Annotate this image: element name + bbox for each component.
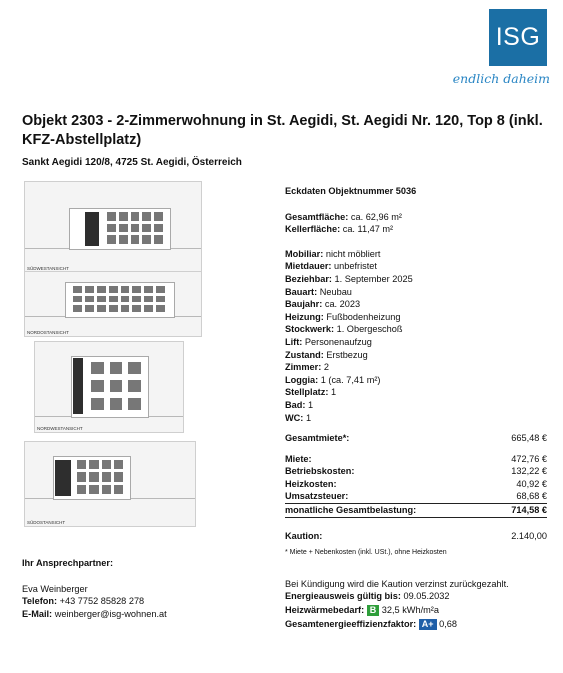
cost-row [285, 453, 547, 466]
deposit-row [285, 530, 547, 543]
address: Sankt Aegidi 120/8, 4725 St. Aegidi, Österreich [22, 157, 242, 168]
energy-certificate-row [285, 590, 547, 603]
email-label: E-Mail: [22, 608, 53, 619]
cost-value: 68,68 € [516, 491, 547, 502]
monthly-total-row [285, 504, 547, 518]
fact-value: 2 [323, 362, 329, 373]
fact-value: 1 [305, 412, 312, 423]
fact-value: unbefristet [334, 261, 377, 272]
fact-label: Mobiliar: [285, 248, 324, 259]
fact-value: ca. 11,47 m² [342, 224, 394, 235]
cost-value: 40,92 € [516, 478, 547, 489]
cost-row [285, 465, 547, 478]
fact-value: 1 (ca. 7,41 m²) [320, 374, 381, 385]
rent-total-label: Gesamtmiete*: [285, 433, 350, 444]
cost-row [285, 490, 547, 504]
fact-label: Lift: [285, 336, 303, 347]
fact-item [285, 286, 547, 299]
fact-label: WC: [285, 412, 304, 423]
isg-logo: ISG [489, 9, 547, 66]
rent-total-value: 665,48 € [511, 433, 547, 444]
fact-label: Kellerfläche: [285, 224, 341, 235]
phone-value[interactable]: +43 7752 85828 278 [59, 596, 145, 607]
fact-value: Erstbezug [326, 349, 368, 360]
contact-heading: Ihr Ansprechpartner: [22, 558, 114, 568]
elevation-caption: SÜDOSTANSICHT [27, 520, 66, 525]
fact-label: Mietdauer: [285, 261, 332, 272]
fact-label: Loggia: [285, 374, 319, 385]
hwb-row [285, 604, 547, 617]
fgee-row [285, 618, 547, 631]
fact-item [285, 361, 547, 374]
fact-item [285, 374, 547, 387]
fact-item [285, 412, 547, 425]
page-title: Objekt 2303 - 2-Zimmerwohnung in St. Aegidi, St. Aegidi Nr. 120, Top 8 (inkl. KFZ-Abstellplatz) [22, 113, 543, 148]
fact-item [285, 311, 547, 324]
elevation-caption: NORDWESTANSICHT [37, 426, 83, 431]
fact-label: Gesamtfläche: [285, 211, 349, 222]
fact-label: Zustand: [285, 349, 324, 360]
fact-value: nicht möbliert [325, 248, 381, 259]
fact-item [285, 260, 547, 273]
fact-item [285, 248, 547, 261]
contact-email [22, 608, 167, 621]
cost-row [285, 478, 547, 491]
footnote: * Miete + Nebenkosten (inkl. USt.), ohne Heizkosten [285, 549, 447, 557]
fact-value: Neubau [319, 286, 352, 297]
fgee-value: 0,68 [439, 618, 457, 629]
fact-label: Stockwerk: [285, 324, 335, 335]
fact-value: Personenaufzug [304, 336, 372, 347]
fact-item [285, 399, 547, 412]
elevation-northeast [24, 271, 202, 337]
cost-value: 132,22 € [511, 466, 547, 477]
brand-tagline: endlich daheim [452, 71, 550, 86]
fact-value: ca. 62,96 m² [350, 211, 402, 222]
fact-item [285, 273, 547, 286]
elevation-caption: SÜDWESTANSICHT [27, 266, 69, 271]
hwb-class-badge: B [367, 605, 380, 616]
deposit-note: Bei Kündigung wird die Kaution verzinst zurückgezahlt. [285, 578, 509, 589]
cost-label: Betriebskosten: [285, 466, 355, 477]
contact-name: Eva Weinberger [22, 583, 88, 594]
contact-phone [22, 595, 167, 608]
elevation-southeast [24, 441, 196, 527]
fact-value: 1 [307, 399, 314, 410]
energy-valid-value: 09.05.2032 [403, 591, 450, 602]
deposit-value: 2.140,00 [511, 530, 547, 541]
email-link[interactable]: weinberger@isg-wohnen.at [54, 608, 167, 619]
fact-total-area [285, 211, 547, 224]
fact-item [285, 349, 547, 362]
fgee-label: Gesamtenergieeffizienzfaktor: [285, 618, 417, 629]
elevation-southwest [24, 181, 202, 273]
fact-cellar-area [285, 223, 547, 236]
fact-item [285, 336, 547, 349]
hwb-label: Heizwärmebedarf: [285, 605, 365, 616]
fact-value: 1. Obergeschoß [336, 324, 403, 335]
fact-label: Bauart: [285, 286, 318, 297]
fact-label: Baujahr: [285, 299, 323, 310]
fact-value: 1. September 2025 [334, 273, 413, 284]
fact-value: 1 [330, 387, 337, 398]
cost-label: Heizkosten: [285, 478, 337, 489]
deposit-label: Kaution: [285, 530, 323, 541]
fact-label: Zimmer: [285, 362, 322, 373]
hwb-value: 32,5 kWh/m²a [381, 605, 439, 616]
cost-label: Miete: [285, 453, 312, 464]
facts-heading: Eckdaten Objektnummer 5036 [285, 186, 417, 196]
phone-label: Telefon: [22, 596, 58, 607]
elevation-caption: NORDOSTANSICHT [27, 330, 69, 335]
elevation-northwest [34, 341, 184, 433]
fact-label: Bad: [285, 399, 306, 410]
monthly-total-label: monatliche Gesamtbelastung: [285, 505, 417, 516]
fact-label: Heizung: [285, 311, 324, 322]
fact-label: Beziehbar: [285, 273, 332, 284]
cost-label: Umsatzsteuer: [285, 491, 349, 502]
key-facts [285, 185, 547, 630]
monthly-total-value: 714,58 € [511, 505, 547, 516]
contact-block [22, 557, 167, 620]
fact-value: ca. 2023 [324, 299, 361, 310]
energy-valid-label: Energieausweis gültig bis: [285, 591, 401, 602]
fact-item [285, 323, 547, 336]
fact-item [285, 386, 547, 399]
fact-item [285, 298, 547, 311]
cost-value: 472,76 € [511, 453, 547, 464]
fact-value: Fußbodenheizung [326, 311, 401, 322]
rent-total-row [285, 432, 547, 445]
fgee-class-badge: A+ [419, 619, 437, 630]
fact-label: Stellplatz: [285, 387, 329, 398]
